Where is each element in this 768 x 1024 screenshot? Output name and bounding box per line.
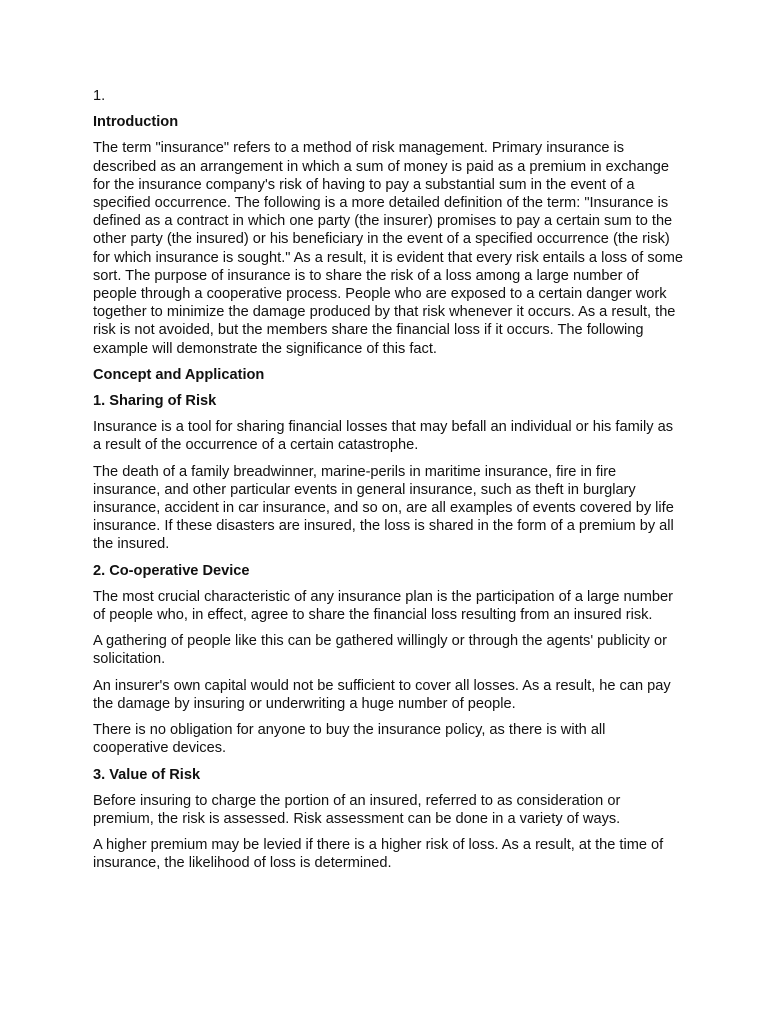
section-2-paragraph: The most crucial characteristic of any insurance plan is the participation of a large number of people who, in effect, agree to share the financial loss resulting from an insured risk. bbox=[93, 588, 673, 624]
section-2-paragraph: A gathering of people like this can be gathered willingly or through the agents' publicity or solicitation. bbox=[93, 633, 667, 668]
intro-paragraph: The term "insurance" refers to a method of risk management. Primary insurance is described as an arrangement in which a sum of money is paid as a premium in exchange for the insurance company's risk of having to pay a substantial sum in the event of a specified occurrence. The following is a more detailed definition of the term: "Insurance is defined as a contract in which one party (the insurer) promises to pay a certain sum to the other party (the insured) or his beneficiary in the event of a specified occurrence (the risk) for which insurance is sought." As a result, it is evident that every risk entails a loss of some sort. The purpose of insurance is to share the risk of a loss among a large number of people through a cooperative process. People who are exposed to a certain danger work together to minimize the damage produced by that risk whenever it occurs. As a result, the risk is not avoided, but the members share the financial loss if it occurs. The following example will demonstrate the significance of this fact. bbox=[93, 140, 684, 357]
section-2-paragraph: There is no obligation for anyone to buy the insurance policy, as there is with all cooperative devices. bbox=[93, 722, 606, 757]
section-2-heading: 2. Co-operative Device bbox=[93, 562, 250, 579]
section-1-heading: 1. Sharing of Risk bbox=[93, 393, 217, 410]
document-page bbox=[93, 87, 683, 881]
section-1-paragraph: Insurance is a tool for sharing financial losses that may befall an individual or his family as a result of the occurrence of a certain catastrophe. bbox=[93, 419, 673, 454]
intro-heading: Introduction bbox=[93, 114, 179, 131]
section-3-paragraph: Before insuring to charge the portion of an insured, referred to as consideration or premium, the risk is assessed. Risk assessment can be done in a variety of ways. bbox=[93, 792, 621, 827]
concept-heading: Concept and Application bbox=[93, 366, 265, 383]
section-2-paragraph: An insurer's own capital would not be sufficient to cover all losses. As a result, he can pay the damage by insuring or underwriting a huge number of people. bbox=[93, 677, 671, 712]
section-1-paragraph: The death of a family breadwinner, marine-perils in maritime insurance, fire in fire insurance, and other particular events in general insurance, such as theft in burglary insurance, accident in car insurance, and so on, are all examples of events covered by life insurance. If these disasters are insured, the loss is shared in the form of a premium by all the insured. bbox=[93, 463, 674, 553]
section-3-paragraph: A higher premium may be levied if there is a higher risk of loss. As a result, at the time of insurance, the likelihood of loss is determined. bbox=[93, 837, 664, 872]
page-number: 1. bbox=[93, 88, 106, 104]
section-3-heading: 3. Value of Risk bbox=[93, 766, 201, 783]
